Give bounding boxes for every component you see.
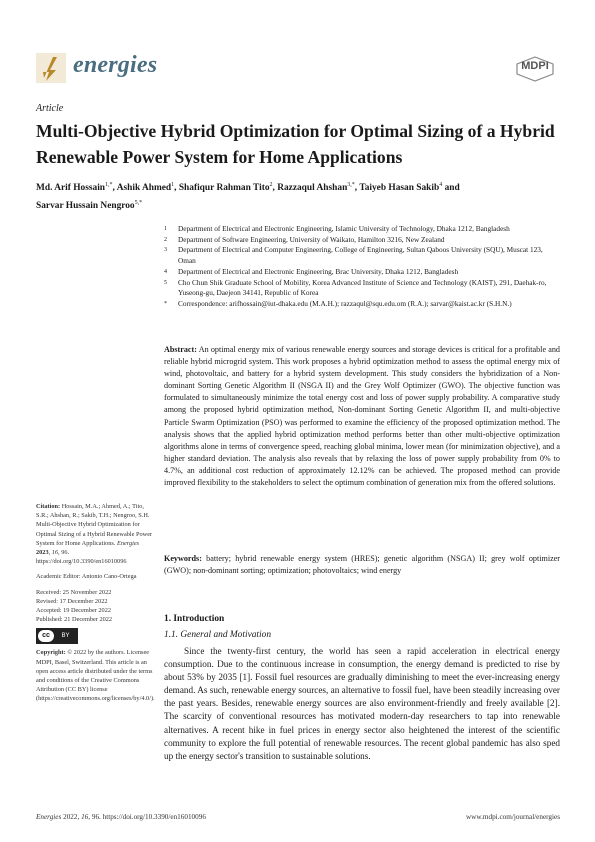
affiliation-item: 3 Department of Electrical and Computer Engineering, College of Engineering, Sultan Qaboos University (SQU), Muscat 123, Oman xyxy=(164,245,543,266)
author[interactable]: Ashik Ahmed$^1$ xyxy=(116,182,175,194)
received-date: Received: 25 November 2022 xyxy=(36,588,112,596)
subsection-heading: 1.1. General and Motivation xyxy=(164,630,272,640)
paper-title: Multi-Objective Hybrid Optimization for Optimal Sizing of a Hybrid Renewable Power System for Home Applications xyxy=(36,121,555,167)
author[interactable]: Taiyeb Hasan Sakib$^4$ xyxy=(359,182,443,194)
sidebar xyxy=(36,502,154,704)
cc-by-license-icon[interactable]: cc BY xyxy=(36,628,78,644)
copyright-notice: Copyright: © 2022 by the authors. Licensee MDPI, Basel, Switzerland. This article is an open access article distributed under the terms and conditions of the Creative Commons Attribution (CC BY) license (https://creativecommons.org/licenses/by/4.0/). xyxy=(36,649,155,703)
affiliation-item: 2 Department of Software Engineering, University of Waikato, Hamilton 3216, New Zealand xyxy=(164,234,445,244)
published-date: Published: 21 December 2022 xyxy=(36,616,113,624)
author[interactable]: Sarvar Hussain Nengroo$^{5,*}$ xyxy=(36,199,143,211)
affiliation-item: 5 Cho Chun Shik Graduate School of Mobility, Korea Advanced Institute of Science and Technology (KAIST), 291, Daehak-ro, Yuseong-gu, Daejeon 34141, Republic of Korea xyxy=(164,277,547,298)
revised-date: Revised: 17 December 2022 xyxy=(36,597,108,605)
keywords xyxy=(164,553,560,577)
abstract-label: Abstract: xyxy=(164,345,197,354)
keywords-label: Keywords: xyxy=(164,554,202,563)
introduction-paragraph: Since the twenty-first century, the world has seen a rapid acceleration in electrical energy consumption. Due to the continuous increase in consumption, the energy demand is predicted to rise by about 53% by 2035 [1]. Fossil fuel resources are gradually diminishing to meet the ever-increasing energy demand. As such, renewable energy sources, an alternative to fossil fuel, have been steadily increasing over the past years. Besides, renewable energy sources are also environment-friendly and freely available [2]. The scarcity of conventional resources has motivated modern-day researchers to tap into renewable alternatives. A recent hike in fuel prices in energy sector also heightened the interest of the scientific community to explore the full potential of renewable resources. The recent global pandemic has also sped up the energy sector's transition to sustainable solutions. xyxy=(164,646,560,761)
citation: Citation: Hossain, M.A.; Ahmed, A.; Tito, S.R.; Ahshan, R.; Sakib, T.H.; Nengroo, S.H. Multi-Objective Hybrid Optimization for Optimal Sizing of a Hybrid Renewable Power System for Home Applications. Energies 2023, 16, 96. https://doi.org/10.3390/en16010096 xyxy=(36,503,153,566)
energies-logo-icon xyxy=(36,53,66,83)
accepted-date: Accepted: 19 December 2022 xyxy=(36,607,112,615)
publisher-name: MDPI xyxy=(521,60,549,72)
author-list: Md. Arif Hossain$^{1,*}$, Ashik Ahmed$^1$, Shafiqur Rahman Tito$^2$, Razzaqul Ahshan$^{3,*}$, Taiyeb Hasan Sakib$^4$ and Sarvar Hussain Nengroo$^{5,*}$ xyxy=(36,182,460,211)
author[interactable]: Shafiqur Rahman Tito$^2$ xyxy=(178,182,273,194)
journal-name: energies xyxy=(73,52,158,78)
author[interactable]: Md. Arif Hossain$^{1,*}$ xyxy=(36,182,113,194)
section-heading: 1. Introduction xyxy=(164,614,225,624)
affiliation-item: 4 Department of Electrical and Electronic Engineering, Brac University, Dhaka 1212, Bangladesh xyxy=(164,266,459,276)
footer-journal-url[interactable]: www.mdpi.com/journal/energies xyxy=(465,813,560,821)
article-type: Article xyxy=(36,103,64,114)
academic-editor: Academic Editor: Antonio Cano-Ortega xyxy=(36,573,137,581)
affiliations xyxy=(164,224,559,310)
keywords-text: battery; hybrid renewable energy system (HRES); genetic algorithm (NSGA) II; grey wolf optimizer (GWO); non-dominant sorting; optimization; photovoltaics; wind energy xyxy=(164,554,561,576)
affiliation-item: 1 Department of Electrical and Electronic Engineering, Islamic University of Technology, Dhaka 1212, Bangladesh xyxy=(164,224,510,233)
abstract-text: An optimal energy mix of various renewable energy sources and storage devices is critical for a profitable and reliable hybrid microgrid system. This work proposes a hybrid optimization method to assess the optimal energy mix of wind, photovoltaic, and battery for a hybrid system development. This study considers the hybridization of a Non-dominant Sorting Genetic Algorithm II (NSGA II) and the Grey Wolf Optimizer (GWO). The objective function was formulated to simultaneously minimize the total energy cost and loss of power supply probability. A comparative study among the proposed hybrid optimization method, Non-dominant Sorting Genetic Algorithm II, and multi-objective Particle Swarm Optimization (PSO) was performed to examine the efficiency of the proposed optimization method. The analysis shows that the applied hybrid optimization method performs better than other multi-objective optimization algorithms alone in terms of convergence speed, reaching global minima, lower mean (for minimization objective), and a higher standard deviation. The analysis also reveals that by relaxing the loss of power supply probability from 0% to 4.7%, an additional cost reduction of approximately 12.12% can be achieved. The proposed method can provide improved flexibility to the stakeholders to select the optimum combination of generation mix from the offered solutions. xyxy=(164,345,560,488)
footer-citation: Energies 2022, 16, 96. https://doi.org/10.3390/en16010096 xyxy=(36,813,206,821)
abstract xyxy=(164,344,560,489)
author[interactable]: Razzaqul Ahshan$^{3,*}$ xyxy=(277,182,355,194)
correspondence[interactable]: * Correspondence: arifhossain@iut-dhaka.edu (M.A.H.); razzaqul@squ.edu.om (R.A.); sarvar@kaist.ac.kr (S.H.N.) xyxy=(164,298,512,308)
citation-doi-link[interactable]: https://doi.org/10.3390/en16010096 xyxy=(36,558,127,566)
